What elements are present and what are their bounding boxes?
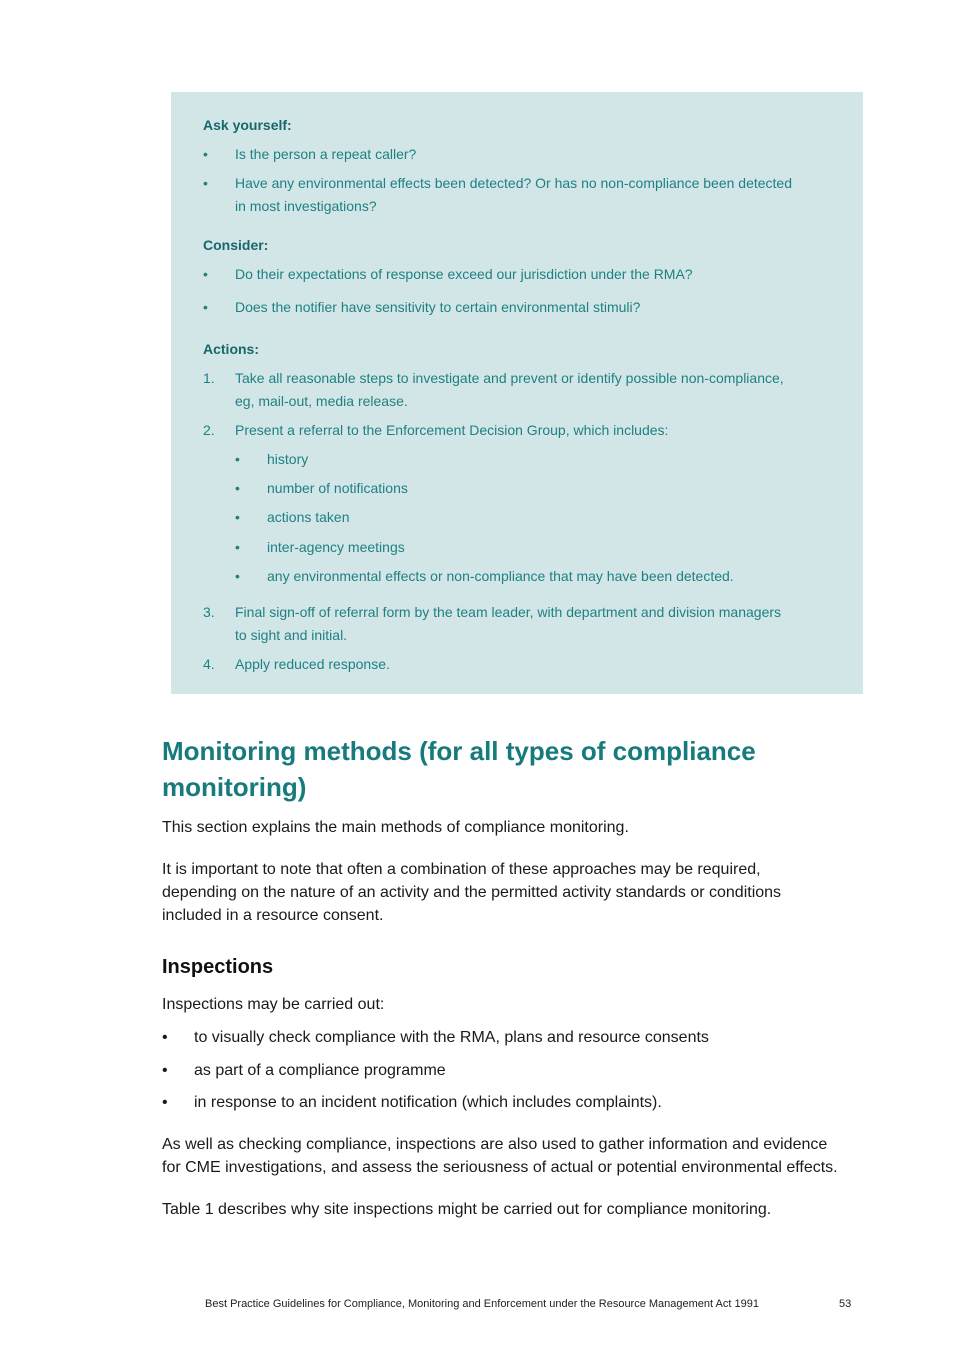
action-text: eg, mail-out, media release. [235,393,408,409]
inspections-evidence [162,1133,862,1179]
consider-item: Does the notifier have sensitivity to certain environmental stimuli? [235,299,641,315]
table-reference: Table 1 describes why site inspections might be carried out for compliance monitoring. [162,1201,772,1218]
ask-item-continuation: in most investigations? [235,198,377,214]
action-text: to sight and initial. [235,627,348,643]
evidence-line: As well as checking compliance, inspections are also used to gather information and evidence [162,1136,828,1153]
ask-item: Is the person a repeat caller? [235,146,417,162]
referral-item: inter-agency meetings [267,539,405,555]
action-number: 4. [203,656,215,672]
inspections-heading: Inspections [162,956,274,978]
bullet-marker: • [235,568,240,584]
referral-item: actions taken [267,509,350,525]
action-number: 2. [203,422,215,438]
bullet-marker: • [235,539,240,555]
section-intro: This section explains the main methods of compliance monitoring. [162,819,629,836]
bullet-marker: • [203,175,208,191]
bullet-marker: • [162,1029,168,1046]
section-title-line: Monitoring methods (for all types of compliance [162,736,756,766]
action-text: Final sign-off of referral form by the team leader, with department and division managers [235,604,782,620]
bullet-marker: • [162,1094,168,1111]
inspection-item: as part of a compliance programme [194,1062,446,1079]
section-title [162,733,802,805]
note-line: It is important to note that often a combination of these approaches may be required, [162,861,761,878]
note-line: included in a resource consent. [162,907,384,924]
bullet-marker: • [235,480,240,496]
inspection-item: to visually check compliance with the RMA, plans and resource consents [194,1029,709,1046]
bullet-marker: • [235,451,240,467]
ask-item: Have any environmental effects been detected? Or has no non-compliance been detected [235,175,792,191]
action-number: 1. [203,370,215,386]
bullet-marker: • [203,146,208,162]
section-title-line: monitoring) [162,772,307,802]
consider-heading: Consider: [203,237,269,253]
inspection-item: in response to an incident notification (which includes complaints). [194,1094,662,1111]
bullet-marker: • [203,266,208,282]
bullet-marker: • [235,509,240,525]
evidence-line: for CME investigations, and assess the seriousness of actual or potential environmental effects. [162,1159,838,1176]
actions-heading: Actions: [203,341,259,357]
referral-item: number of notifications [267,480,408,496]
inspections-lead: Inspections may be carried out: [162,996,385,1013]
note-line: depending on the nature of an activity and the permitted activity standards or conditions [162,884,782,901]
action-text: Apply reduced response. [235,656,390,672]
ask-yourself-heading: Ask yourself: [203,117,292,133]
section-note [162,858,862,927]
page-number: 53 [839,1298,852,1310]
action-text: Present a referral to the Enforcement Decision Group, which includes: [235,422,669,438]
action-number: 3. [203,604,215,620]
footer-title: Best Practice Guidelines for Compliance, Monitoring and Enforcement under the Resource Management Act 1991 [205,1298,759,1310]
bullet-marker: • [203,299,208,315]
callout-box [171,92,863,694]
bullet-marker: • [162,1062,168,1079]
action-text: Take all reasonable steps to investigate and prevent or identify possible non-compliance, [235,370,784,386]
consider-item: Do their expectations of response exceed our jurisdiction under the RMA? [235,266,693,282]
referral-item: history [267,451,309,467]
referral-item: any environmental effects or non-compliance that may have been detected. [267,568,734,584]
